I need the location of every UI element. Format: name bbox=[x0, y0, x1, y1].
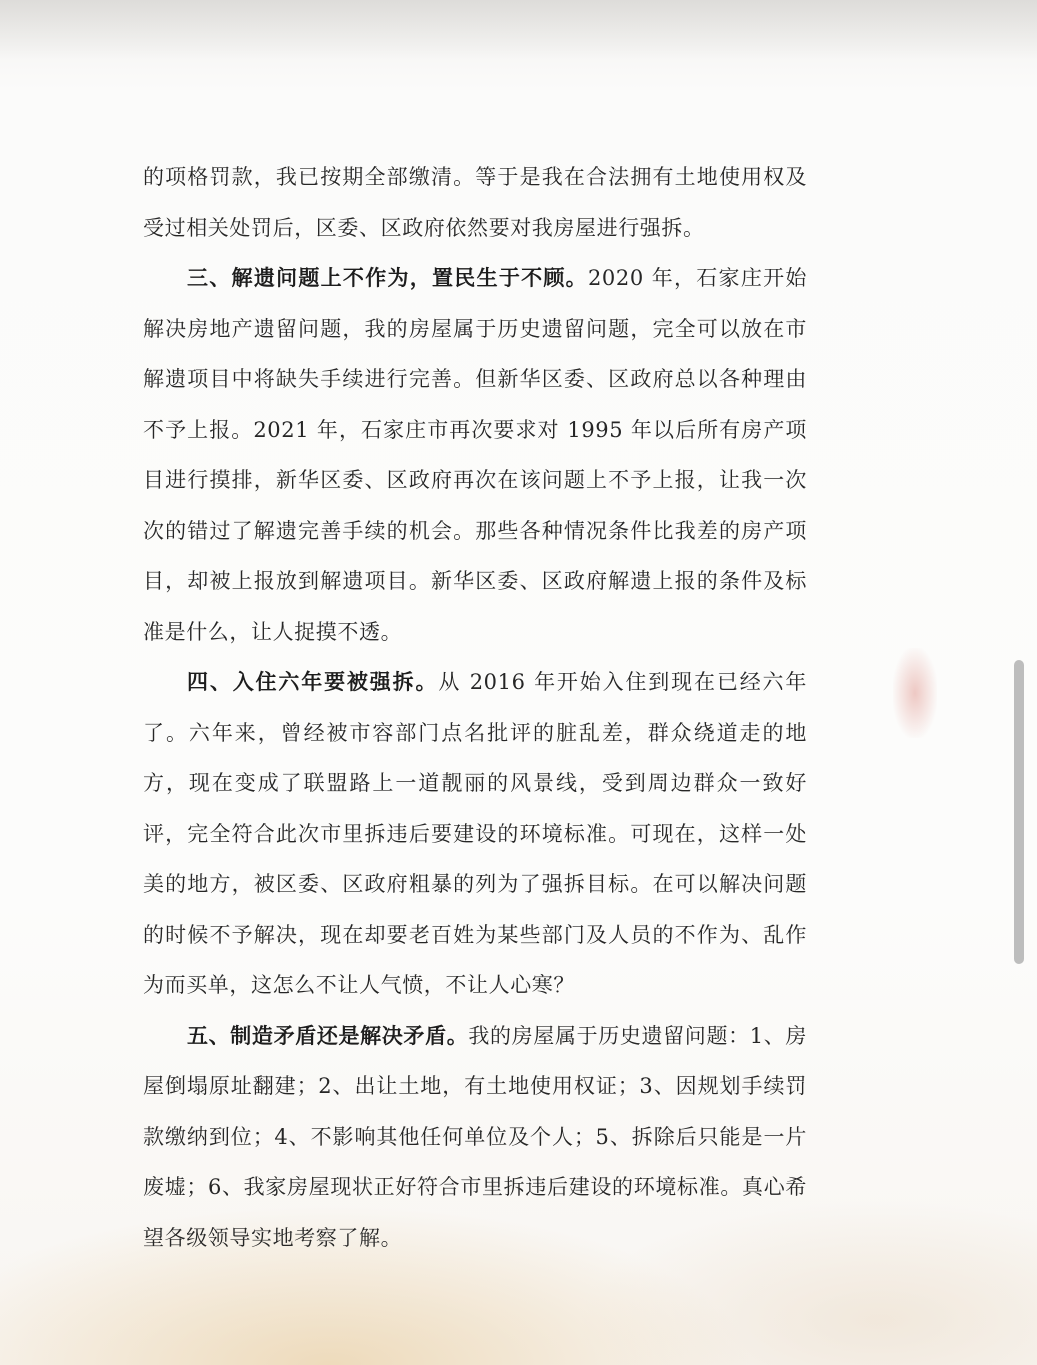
vertical-scrollbar[interactable] bbox=[1014, 660, 1024, 964]
paragraph-4 bbox=[143, 1011, 807, 1264]
paragraph-2-heading: 三、解遗问题上不作为，置民生于不顾。 bbox=[187, 265, 588, 290]
seal-bleed-mark bbox=[893, 648, 937, 738]
paragraph-3-text: 从 2016 年开始入住到现在已经六年了。六年来，曾经被市容部门点名批评的脏乱差，群众绕道走的地方，现在变成了联盟路上一道靓丽的风景线，受到周边群众一致好评，完全符合此次市里拆违后要建设的环境标准。可现在，这样一处美的地方，被区委、区政府粗暴的列为了强拆目标。在可以解决问题的时候不予解决，现在却要老百姓为某些部门及人员的不作为、乱作为而买单，这怎么不让人气愤，不让人心寒？ bbox=[143, 670, 807, 997]
paragraph-1-text: 的项格罚款，我已按期全部缴清。等于是我在合法拥有土地使用权及受过相关处罚后，区委、区政府依然要对我房屋进行强拆。 bbox=[143, 165, 807, 240]
paragraph-3 bbox=[143, 657, 807, 1011]
paragraph-2 bbox=[143, 253, 807, 657]
document-body bbox=[143, 152, 807, 1263]
paragraph-1 bbox=[143, 152, 807, 253]
paragraph-4-text: 我的房屋属于历史遗留问题：1、房屋倒塌原址翻建；2、出让土地，有土地使用权证；3、因规划手续罚款缴纳到位；4、不影响其他任何单位及个人；5、拆除后只能是一片废墟；6、我家房屋现状正好符合市里拆违后建设的环境标准。真心希望各级领导实地考察了解。 bbox=[143, 1023, 807, 1250]
top-edge-shadow bbox=[0, 0, 1037, 60]
paragraph-3-heading: 四、入住六年要被强拆。 bbox=[187, 669, 439, 694]
paragraph-2-text: 2020 年，石家庄开始解决房地产遗留问题，我的房屋属于历史遗留问题，完全可以放在市解遗项目中将缺失手续进行完善。但新华区委、区政府总以各种理由不予上报。2021 年，石家庄市再次要求对 1995 年以后所有房产项目进行摸排，新华区委、区政府再次在该问题上不予上报，让我一次次的错过了解遗完善手续的机会。那些各种情况条件比我差的房产项目，却被上报放到解遗项目。新华区委、区政府解遗上报的条件及标准是什么，让人捉摸不透。 bbox=[143, 266, 807, 644]
paragraph-4-heading: 五、制造矛盾还是解决矛盾。 bbox=[187, 1022, 469, 1048]
